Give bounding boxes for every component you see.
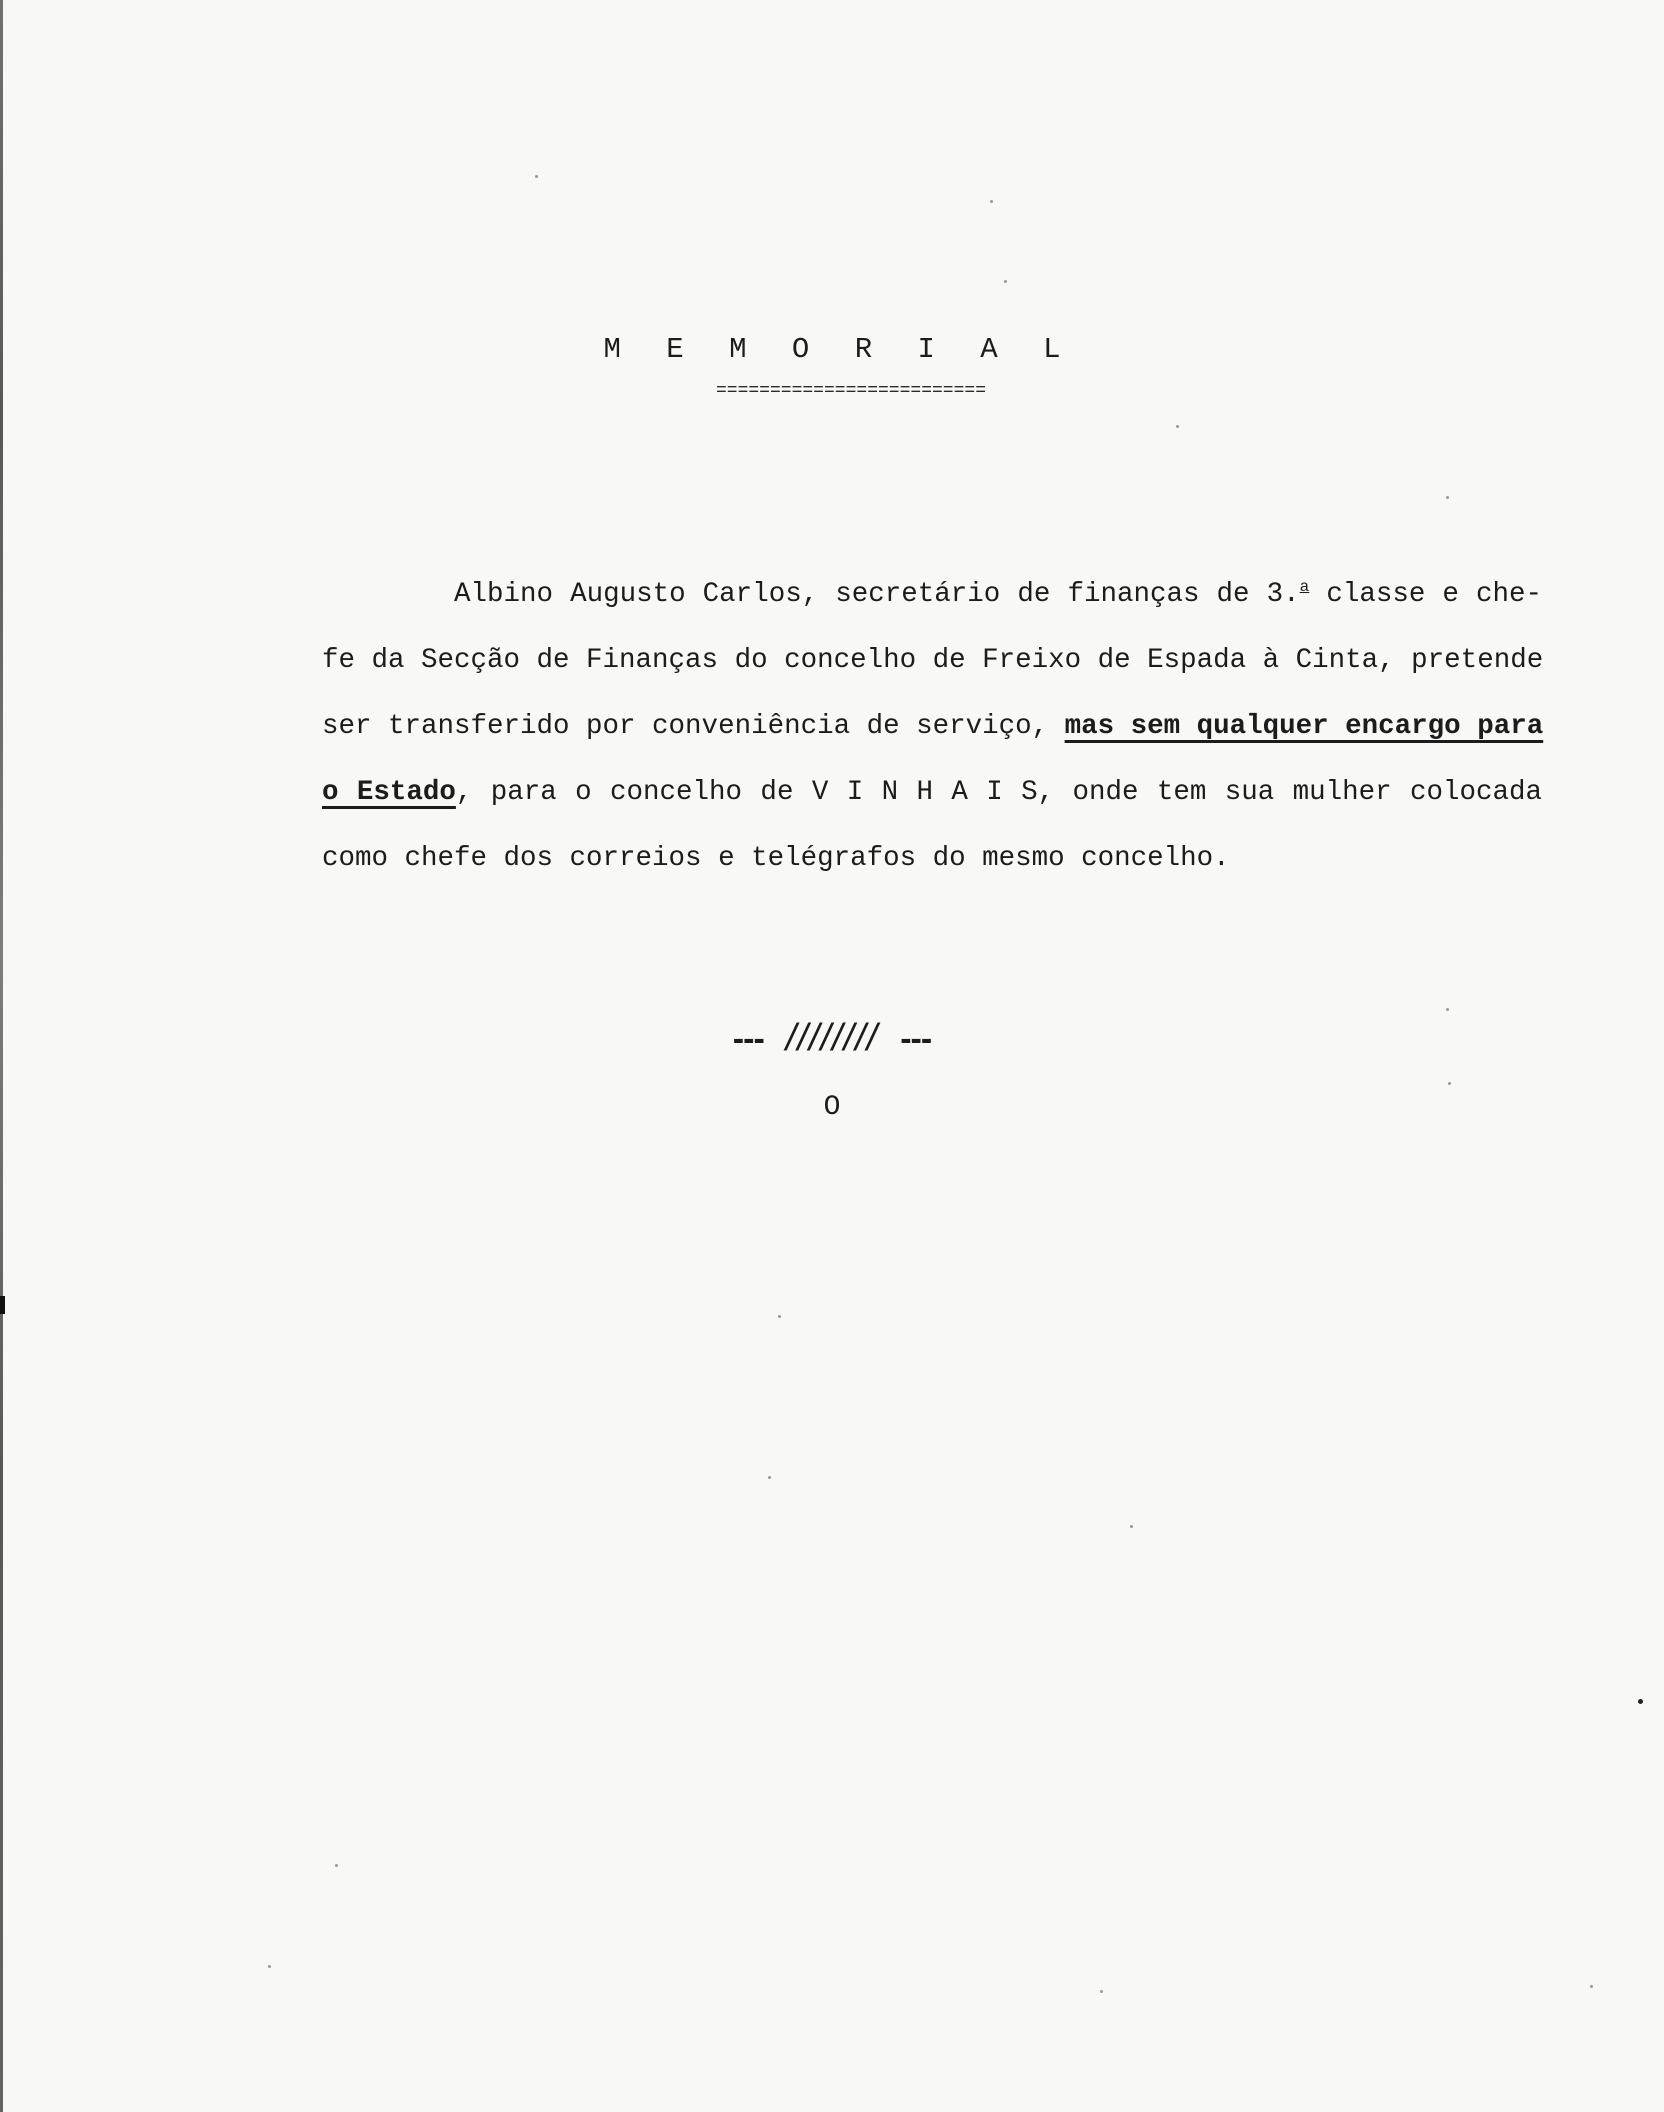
paragraph-line-1-end: classe e che- [1309, 579, 1542, 611]
paragraph-line-4 [322, 760, 1542, 826]
paragraph-line-1-text: Albino Augusto Carlos, secretário de finanças de 3. [454, 579, 1300, 611]
scan-speck [768, 1476, 771, 1479]
paragraph-line-3-text: ser transferido por conveniência de serviço, [322, 711, 1065, 743]
divider-slashes: //////// [785, 1017, 879, 1059]
scan-speck [1638, 1699, 1643, 1704]
divider-left-dash: --- [732, 1020, 764, 1058]
paragraph-line-5: como chefe dos correios e telégrafos do mesmo concelho. [322, 843, 1230, 875]
title-double-underline: ========================= [715, 382, 987, 400]
paragraph-line-4-text: , para o concelho de V I N H A I S, onde tem sua mulher colocada [455, 777, 1543, 809]
underlined-clause-part-1: mas sem qualquer encargo para [1064, 711, 1544, 743]
scan-speck [1448, 1082, 1451, 1085]
scan-speck [1176, 425, 1179, 428]
scan-speck [1004, 280, 1007, 283]
underlined-clause-part-2: o Estado [322, 777, 456, 809]
scan-speck [990, 200, 993, 203]
scan-speck [1446, 496, 1449, 499]
divider-right-dash: --- [900, 1020, 932, 1058]
scan-speck [268, 1965, 271, 1968]
scan-speck [1130, 1525, 1133, 1528]
ordinal-superscript: a [1299, 578, 1310, 596]
scan-speck [335, 1864, 338, 1867]
paragraph-line-3 [322, 694, 1542, 760]
paragraph-line-1 [322, 554, 1542, 628]
document-title: M E M O R I A L [603, 333, 1075, 366]
scan-speck [1100, 1990, 1103, 1993]
section-divider [0, 1016, 1664, 1064]
scan-speck [1590, 1985, 1593, 1988]
scan-speck [778, 1315, 781, 1318]
paragraph-line-2: fe da Secção de Finanças do concelho de Freixo de Espada à Cinta, pretende [322, 645, 1544, 677]
scan-speck [1446, 1008, 1449, 1011]
scan-edge-mark [0, 1296, 5, 1314]
scan-speck [535, 175, 538, 178]
memorial-paragraph [322, 554, 1542, 892]
end-mark: O [823, 1092, 841, 1123]
